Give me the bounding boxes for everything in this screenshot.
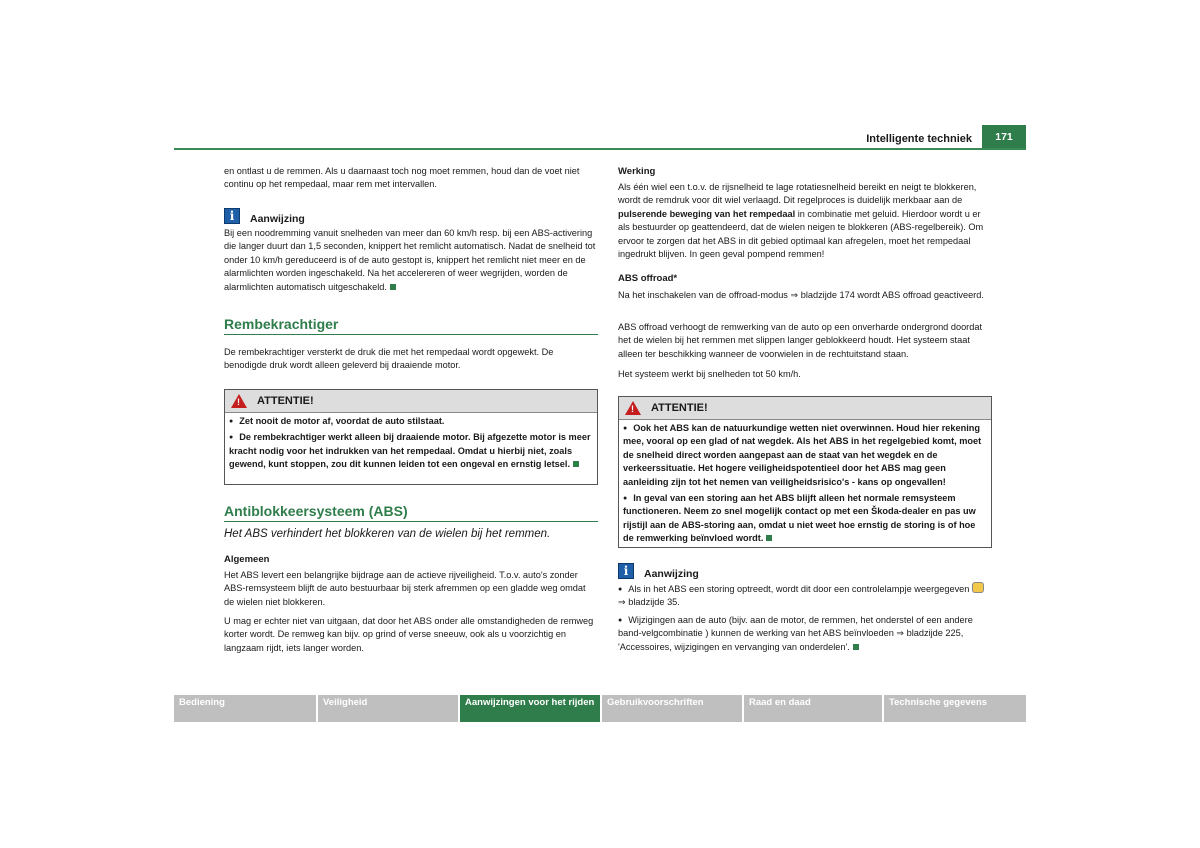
note-item: ● Wijzigingen aan de auto (bijv. aan de motor, de remmen, het onderstel of een andere band-velgcombinatie ) kunnen de werking van het ABS beïnvloeden ⇒ bladzijde 225, 'Accessoires, wijzigingen en vervanging van onderdelen'. — [618, 614, 992, 654]
warning-body — [619, 420, 991, 552]
nav-tab-technische-gegevens[interactable]: Technische gegevens — [884, 695, 1026, 722]
warning-label: ATTENTIE! — [651, 402, 708, 414]
offroad-paragraph-2: ABS offroad verhoogt de remwerking van de auto op een onverharde ondergrond doordat het de wielen bij het remmen met slippen langer geblokkeerd houdt. Het systeem staat alleen ter beschikking wanneer de voorwielen in de rechtuitstand staan. — [618, 322, 983, 359]
warning-item: ● Zet nooit de motor af, voordat de auto stilstaat. — [229, 415, 593, 428]
info-icon: i — [224, 208, 240, 224]
warning-header — [225, 390, 597, 413]
end-marker — [853, 644, 859, 650]
subheading-algemeen: Algemeen — [224, 554, 270, 565]
page-header-title: Intelligente techniek — [866, 133, 972, 145]
note-title: Aanwijzing — [644, 568, 699, 580]
note-item: ● Als in het ABS een storing optreedt, wordt dit door een controlelampje weergegeven ⇒ bladzijde 35. — [618, 582, 992, 610]
warning-triangle-icon: ! — [231, 394, 247, 408]
warning-label: ATTENTIE! — [257, 395, 314, 407]
warning-item: ● De rembekrachtiger werkt alleen bij draaiende motor. Bij afgezette motor is meer kracht nodig voor het indrukken van het rempedaal. Omdat u hierbij niet, zoals gewend, kunt stoppen, zou dit kunnen leiden tot een ongeval en ernstig letsel. — [229, 431, 593, 471]
abs-paragraph-1: Het ABS levert een belangrijke bijdrage aan de actieve rijveiligheid. T.o.v. auto's zonder ABS-remsysteem blijft de auto bestuurbaar bij sterk afremmen op een gladde weg omdat de wielen niet blokkeren. — [224, 570, 586, 607]
note-title: Aanwijzing — [250, 213, 305, 225]
end-marker — [766, 535, 772, 541]
warning-lamp-icon — [972, 582, 984, 593]
section-rule — [224, 521, 598, 522]
abs-paragraph-2: U mag er echter niet van uitgaan, dat door het ABS onder alle omstandigheden de remweg korter wordt. De remweg kan bijv. op grind of verse sneeuw, ook als u voorzichtig en langzaam rijdt, iets langer worden. — [224, 616, 594, 653]
note-body-1 — [224, 227, 598, 294]
end-marker — [573, 461, 579, 467]
section-title-abs: Antiblokkeersysteem (ABS) — [224, 503, 408, 519]
offroad-paragraph-3: Het systeem werkt bij snelheden tot 50 km/h. — [618, 369, 801, 379]
warning-box-1 — [224, 389, 598, 485]
section-rule — [224, 334, 598, 335]
note-heading-1 — [224, 207, 305, 225]
left-intro: en ontlast u de remmen. Als u daarnaast toch nog moet remmen, houd dan de voet niet continu op het rempedaal, maar rem met intervallen. — [224, 166, 580, 190]
end-marker — [390, 284, 396, 290]
note-body-2 — [618, 582, 992, 654]
nav-tab-raad-en-daad[interactable]: Raad en daad — [744, 695, 882, 722]
subheading-abs-offroad: ABS offroad* — [618, 273, 678, 284]
nav-tab-veiligheid[interactable]: Veiligheid — [318, 695, 458, 722]
warning-item: ● Ook het ABS kan de natuurkundige wetten niet overwinnen. Houd hier rekening mee, vooral op een glad of nat wegdek. Als het ABS in het regelgebied komt, moet de snelheid direct worden aangepast aan de staat van het wegdek en de verkeerssituatie. Het hogere veiligheidspotentieel door het ABS mag geen aanleiding zijn tot het nemen van veiligheidsrisico's - kans op ongevallen! — [623, 422, 987, 489]
warning-triangle-icon: ! — [625, 401, 641, 415]
section-title-rembekrachtiger: Rembekrachtiger — [224, 316, 339, 332]
warning-box-2 — [618, 396, 992, 548]
warning-header — [619, 397, 991, 420]
info-icon: i — [618, 563, 634, 579]
page-number: 171 — [982, 125, 1026, 149]
nav-tab-aanwijzingen[interactable]: Aanwijzingen voor het rijden — [460, 695, 600, 722]
warning-item: ● In geval van een storing aan het ABS blijft alleen het normale remsysteem functioneren. Neem zo snel mogelijk contact op met een Škoda-dealer en pas uw rijstijl aan de ABS-storing aan, omdat u niet weet hoe ernstig de storing is of hoe de remwerking beïnvloed wordt. — [623, 492, 987, 546]
nav-tab-bediening[interactable]: Bediening — [174, 695, 316, 722]
note-text: Bij een noodremming vanuit snelheden van meer dan 60 km/h resp. bij een ABS-activering die langer duurt dan 1,5 seconden, knippert het remlicht automatisch. Nadat de snelheid tot onder 10 km/h gereduceerd is of de auto gestopt is, knippert het remlicht niet meer en de alarmlichten worden ingeschakeld. Na het accelereren of weer wegrijden, worden de alarmlichten automatisch uitgeschakeld. — [224, 228, 596, 292]
werking-paragraph: Als één wiel een t.o.v. de rijsnelheid te lage rotatiesnelheid bereikt en neigt te blokkeren, wordt de remdruk voor dit wiel verlaagd. Dit regelproces is duidelijk merkbaar aan de pulserende beweging van het rempedaal in combinatie met geluid. Hierdoor wordt u er als bestuurder op geattendeerd, dat de wielen neigen te blokkeren (ABS-regelbereik). Om ervoor te zorgen dat het ABS in dit gebied optimaal kan afregelen, moet het rempedaal ingedrukt blijven. In geen geval pompend remmen! — [618, 182, 984, 260]
offroad-paragraph-1: Na het inschakelen van de offroad-modus ⇒ bladzijde 174 wordt ABS offroad geactiveerd. — [618, 290, 984, 300]
section-lead-abs: Het ABS verhindert het blokkeren van de wielen bij het remmen. — [224, 528, 551, 540]
subheading-werking: Werking — [618, 166, 656, 177]
nav-tab-gebruikvoorschriften[interactable]: Gebruikvoorschriften — [602, 695, 742, 722]
section-body-rembekrachtiger: De rembekrachtiger versterkt de druk die met het rempedaal wordt opgewekt. De benodigde druk wordt alleen geleverd bij draaiende motor. — [224, 347, 554, 371]
note-heading-2 — [618, 562, 699, 580]
header-divider — [174, 148, 1026, 150]
emphasis-text: pulserende beweging van het rempedaal — [618, 208, 796, 219]
warning-body — [225, 413, 597, 478]
